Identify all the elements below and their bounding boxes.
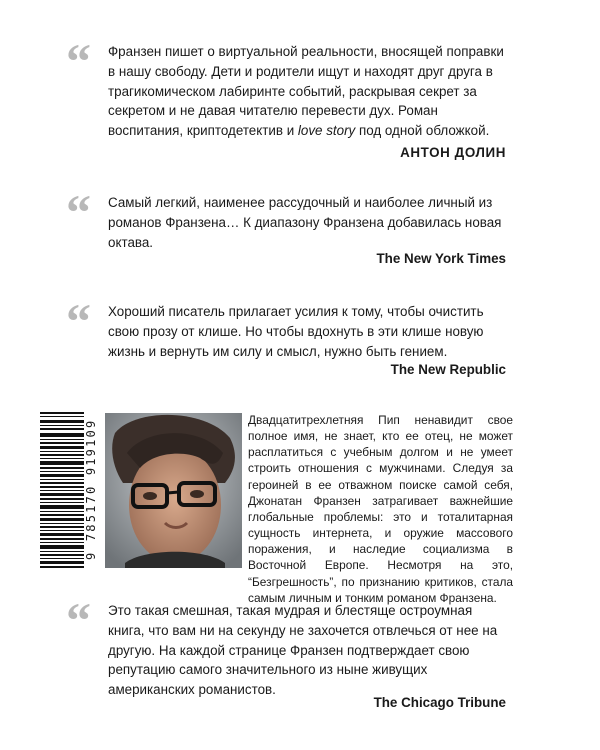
barcode-bars: [40, 410, 84, 568]
quote-source: АНТОН ДОЛИН: [400, 145, 506, 160]
barcode-digits: 9 785170 919109: [84, 418, 98, 560]
quote-mark-icon: “: [66, 592, 91, 648]
quote-mark-icon: “: [66, 33, 91, 89]
book-description: Двадцатитрехлетняя Пип ненавидит свое полное имя, не знает, кто ее отец, не может расплатиться с учебным долгом и не умеет строить отношения с мужчинами. Следуя за героиней в ее отважном поиске самой себя, Джонатан Франзен затрагивает важнейшие глобальные проблемы: это и тоталитарная сущность интернета, и оружие массового поражения, и наследие социализма в Восточной Европе. Несмотря на это, “Безгрешность”, по признанию критиков, стала самым личным и тонким романом Франзена.: [248, 413, 513, 605]
quote-source: The New York Times: [376, 251, 506, 266]
quote-text: Это такая смешная, такая мудрая и блестяще остроумная книга, что вам ни на секунду не захочется отвлечься от нее на другую. На каждой странице Франзен подтверждает свою репутацию самого значительного из ныне живущих американских романистов.: [108, 603, 498, 698]
author-portrait-icon: [105, 413, 242, 568]
quote-text-tail: под одной обложкой.: [355, 123, 490, 139]
quote-source: The New Republic: [390, 362, 506, 377]
portrait-illustration: [105, 413, 242, 568]
quote-source: The Chicago Tribune: [373, 695, 506, 710]
quote-text: [108, 42, 508, 141]
quote-text-italic: love story: [297, 123, 356, 139]
quote-text-main: Франзен пишет о виртуальной реальности, вносящей поправки в нашу свободу. Дети и родители ищут и находят друг друга в трагикомическом лабиринте событий, раскрывая секрет за секретом и не давая читателю перевести дух. Роман воспитания, криптодетектив и: [108, 44, 504, 139]
quote-text: Хороший писатель прилагает усилия к тому, чтобы очистить свою прозу от клише. Но чтобы вдохнуть в эти клише новую жизнь и вернуть им силу и смысл, нужно быть гением.: [108, 304, 484, 359]
quote-mark-icon: “: [66, 293, 91, 349]
quote-text: Самый легкий, наименее рассудочный и наиболее личный из романов Франзена… К диапазону Франзена добавилась новая октава.: [108, 195, 502, 250]
quote-mark-icon: “: [66, 184, 91, 240]
